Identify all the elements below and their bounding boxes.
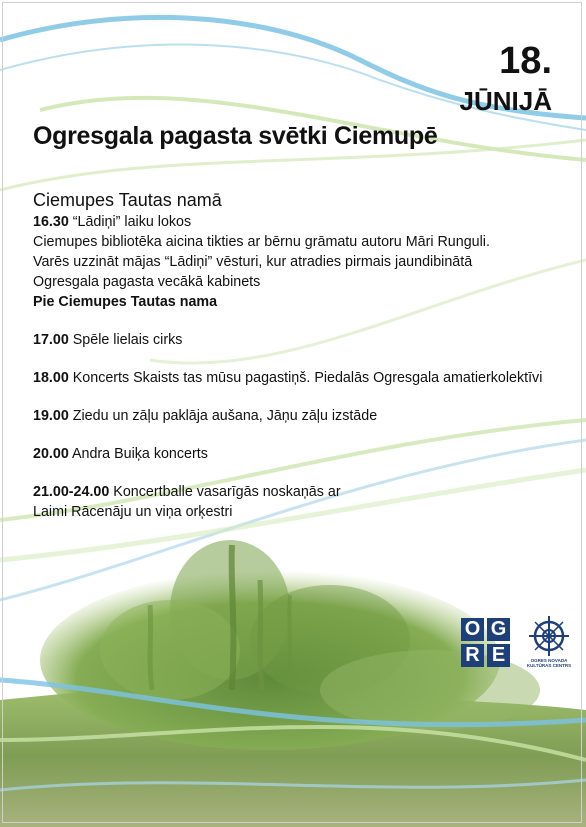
event-title: Ziedu un zāļu paklāja aušana, Jāņu zāļu izstāde xyxy=(68,408,378,424)
venue-heading: Ciemupes Tautas namā xyxy=(33,190,222,210)
location-heading: Pie Ciemupes Tautas nama xyxy=(33,294,218,310)
event-title: Koncerts Skaists tas mūsu pagastiņš. Piedalās Ogresgala amatierkolektīvi xyxy=(68,370,543,386)
event-title: Spēle lielais cirks xyxy=(68,332,183,348)
event-title: Koncertballe vasarīgās noskaņās ar xyxy=(109,484,341,500)
event-time: 20.00 xyxy=(33,446,69,462)
ogre-logo-letter: G xyxy=(487,618,510,641)
event-time: 18.00 xyxy=(33,370,69,386)
event-time: 17.00 xyxy=(33,332,69,348)
page-border xyxy=(2,2,582,823)
event-title: “Lādiņi” laiku lokos xyxy=(68,214,192,230)
event-time: 19.00 xyxy=(33,408,69,424)
ogre-logo-letter: E xyxy=(487,644,510,667)
poster-title: Ogresgala pagasta svētki Ciemupē xyxy=(33,122,438,150)
ogre-logo-letter: R xyxy=(461,644,484,667)
date-day: 18. xyxy=(499,40,552,82)
date-month: JŪNIJĀ xyxy=(459,86,552,116)
culture-center-name: OGRES NOVADA KULTŪRAS CENTRS xyxy=(526,658,572,668)
event-description: Ogresgala pagasta vecākā kabinets xyxy=(33,274,261,290)
event-description: Ciemupes bibliotēka aicina tikties ar bērnu grāmatu autoru Māri Runguli. xyxy=(33,234,490,250)
event-time: 21.00-24.00 xyxy=(33,484,110,500)
event-description: Varēs uzzināt mājas “Lādiņi” vēsturi, kur atradies pirmais jaundibinātā xyxy=(33,254,473,270)
ogre-logo-letter: O xyxy=(461,618,484,641)
event-description: Laimi Rācenāju un viņa orķestri xyxy=(33,504,233,520)
event-time: 16.30 xyxy=(33,214,69,230)
event-title: Andra Buiķa koncerts xyxy=(68,446,208,462)
